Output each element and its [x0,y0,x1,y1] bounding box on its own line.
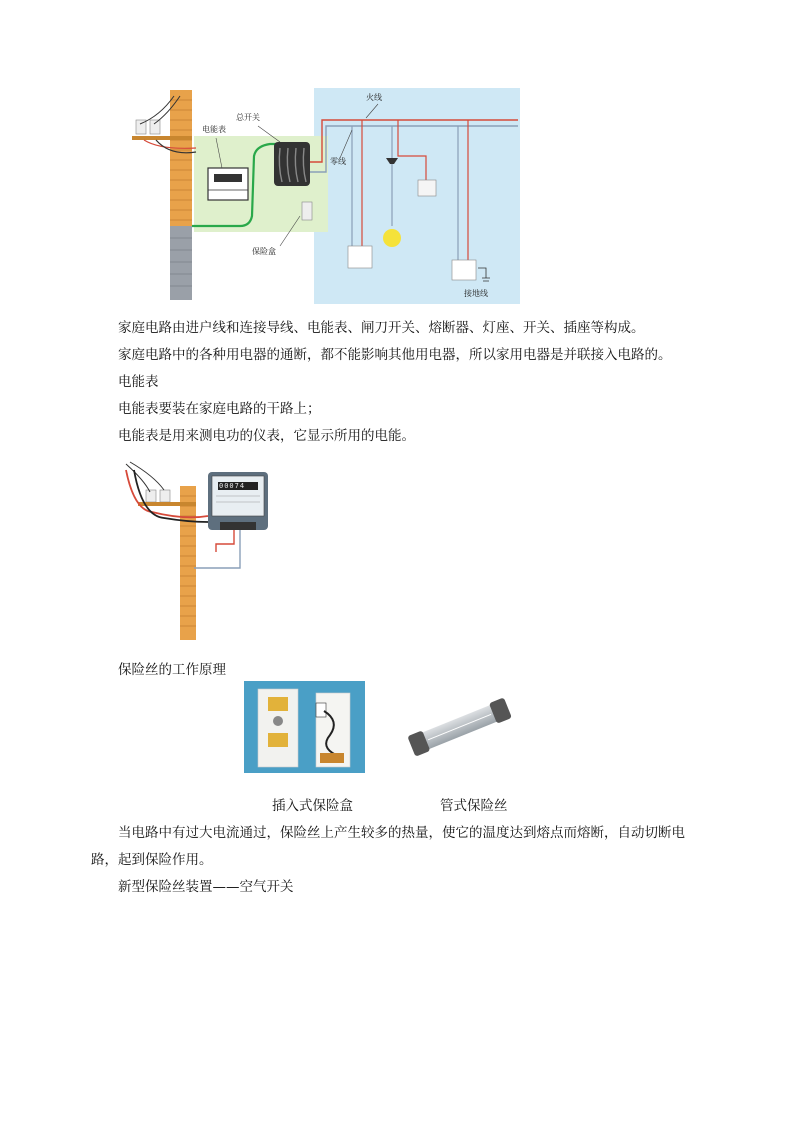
paragraph-components: 家庭电路由进户线和连接导线、电能表、闸刀开关、熔断器、灯座、开关、插座等构成。 [118,320,645,336]
paragraph-fuse-explanation-line1: 当电路中有过大电流通过，保险丝上产生较多的热量，使它的温度达到熔点而熔断，自动切断电 [118,825,685,841]
light-switch [418,180,436,196]
caption-tube-fuse: 管式保险丝 [440,798,508,814]
heading-air-switch: 新型保险丝装置——空气开关 [118,879,294,895]
wall-base [170,226,192,300]
plug-fuse-box-image [244,681,365,773]
heading-meter: 电能表 [118,374,159,390]
home-circuit-svg [130,86,522,306]
label-ground-line: 接地线 [464,289,488,298]
label-fuse-box: 保险盒 [252,247,276,256]
meter-diagram [124,460,274,644]
meter-wall [180,486,196,640]
socket-right [452,260,476,280]
label-main-switch: 总开关 [236,113,260,122]
heading-fuse-principle: 保险丝的工作原理 [118,662,226,678]
paragraph-meter-function: 电能表是用来测电功的仪表，它显示所用的电能。 [118,428,415,444]
light-bulb [383,229,401,247]
caption-plug-fuse-box: 插入式保险盒 [272,798,353,814]
meter-box [208,168,248,200]
label-meter: 电能表 [202,125,226,134]
label-neutral-line: 零线 [330,157,346,166]
paragraph-meter-location: 电能表要装在家庭电路的干路上； [118,401,321,417]
paragraph-parallel: 家庭电路中的各种用电器的通断，都不能影响其他用电器，所以家用电器是并联接入电路的。 [118,347,672,363]
home-circuit-diagram [130,86,522,306]
paragraph-fuse-explanation-line2: 路，起到保险作用。 [91,852,213,868]
label-fire-line: 火线 [366,93,382,102]
meter-svg [124,460,274,644]
meter-digits: 00074 [219,482,246,490]
socket-left [348,246,372,268]
fuse-box-shape [302,202,312,220]
tube-fuse-image [404,688,516,768]
